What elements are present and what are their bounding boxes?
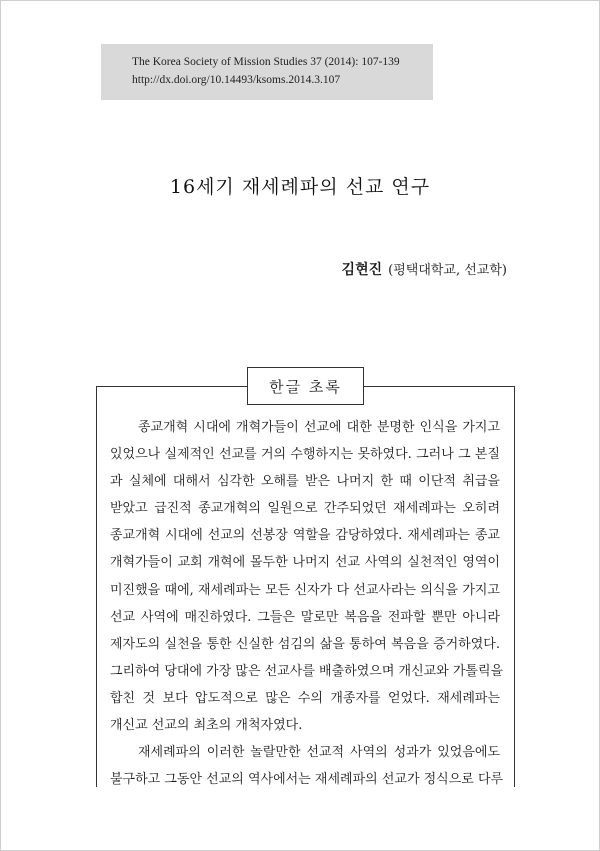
abstract-line: 있었으나 실제적인 선교를 거의 수행하지는 못하였다. 그러나 그 본질 bbox=[110, 447, 500, 463]
abstract-heading-label: 한글 초록 bbox=[269, 377, 342, 396]
journal-citation: The Korea Society of Mission Studies 37 (2014): 107-139 bbox=[132, 56, 400, 68]
abstract-line: 그리하여 당대에 가장 많은 선교사를 배출하였으며 개신교와 가톨릭을 bbox=[110, 663, 504, 679]
abstract-line: 제자도의 실천을 통한 신실한 섬김의 삶을 통하여 복음을 증거하였다. bbox=[110, 636, 500, 652]
abstract-line: 과 실체에 대해서 심각한 오해를 받은 나머지 한 때 이단적 취급을 bbox=[110, 474, 500, 490]
abstract-line: 합친 것 보다 압도적으로 많은 수의 개종자를 얻었다. 재세례파는 bbox=[110, 690, 500, 706]
abstract-line: 불구하고 그동안 선교의 역사에서는 재세례파의 선교가 정식으로 다루 bbox=[110, 772, 504, 788]
abstract-line: 재세례파의 이러한 놀랄만한 선교적 사역의 성과가 있었음에도 bbox=[138, 745, 500, 761]
author-name: 김현진 bbox=[341, 262, 383, 278]
abstract-line: 개혁가들이 교회 개혁에 몰두한 나머지 선교 사역의 실천적인 영역이 bbox=[110, 555, 500, 571]
author-line bbox=[342, 259, 507, 279]
abstract-line: 종교개혁 시대에 선교의 선봉장 역할을 감당하였다. 재세례파는 종교 bbox=[110, 528, 500, 544]
abstract-line: 종교개혁 시대에 개혁가들이 선교에 대한 분명한 인식을 가지고 bbox=[138, 420, 500, 435]
author-affiliation: (평택대학교, 선교학) bbox=[388, 263, 507, 278]
abstract-line: 개신교 선교의 최초의 개척자였다. bbox=[110, 718, 303, 734]
doi-link[interactable]: http://dx.doi.org/10.14493/ksoms.2014.3.107 bbox=[132, 74, 341, 86]
abstract-line: 선교 사역에 매진하였다. 그들은 말로만 복음을 전파할 뿐만 아니라 bbox=[110, 609, 500, 625]
abstract-heading bbox=[247, 367, 364, 405]
paper-title: 16세기 재세례파의 선교 연구 bbox=[169, 176, 431, 198]
abstract-body bbox=[110, 414, 504, 793]
abstract-line: 받았고 급진적 종교개혁의 일원으로 간주되었던 재세례파는 오히려 bbox=[110, 501, 500, 517]
journal-header-box bbox=[101, 44, 433, 100]
abstract-line: 미진했을 때에, 재세례파는 모든 신자가 다 선교사라는 의식을 가지고 bbox=[110, 582, 500, 598]
